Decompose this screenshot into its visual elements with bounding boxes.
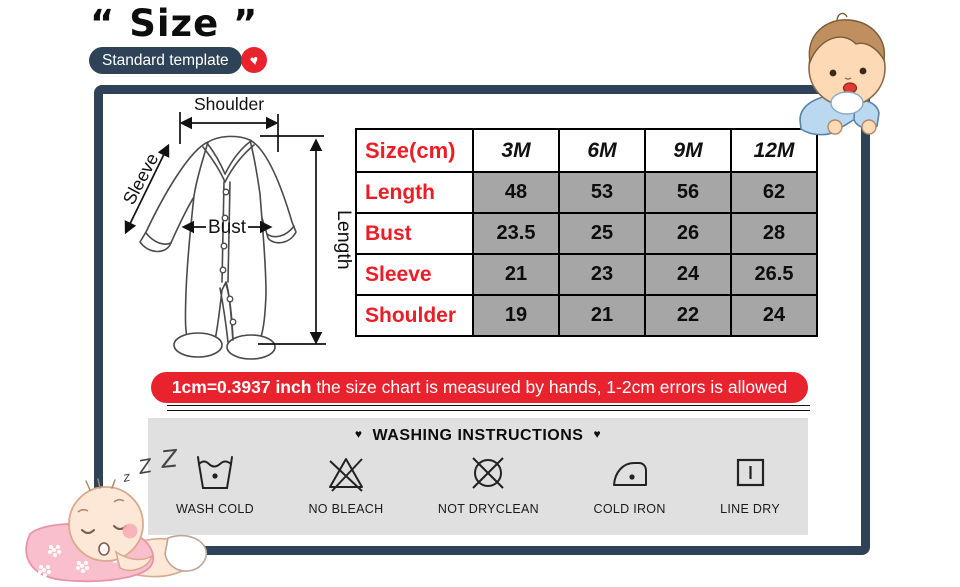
washing-instructions-panel — [148, 418, 808, 535]
table-cell: 24 — [645, 254, 731, 295]
heart-badge-icon — [241, 47, 267, 73]
table-row — [356, 213, 817, 254]
garment-measure-diagram — [110, 92, 355, 364]
no-bleach-item — [308, 451, 383, 516]
notice-text: the size chart is measured by hands, 1-2cm errors is allowed — [316, 377, 788, 397]
size-table-header-row — [356, 129, 817, 172]
table-cell: 22 — [645, 295, 731, 336]
page-title: “ Size ” — [90, 2, 259, 45]
table-row-label: Sleeve — [356, 254, 473, 295]
table-row-label: Bust — [356, 213, 473, 254]
sleeping-baby-illustration — [20, 438, 238, 587]
table-cell: 21 — [559, 295, 645, 336]
sleeping-baby-head — [69, 479, 143, 561]
wash-item-label: COLD IRON — [593, 502, 666, 516]
washing-title: ♥ WASHING INSTRUCTIONS ♥ — [354, 427, 602, 444]
table-cell: 21 — [473, 254, 559, 295]
sleep-z: z — [121, 469, 132, 486]
wash-item-label: WASH COLD — [176, 502, 254, 516]
heart-icon: ♥ — [593, 427, 602, 441]
wash-item-label: LINE DRY — [720, 502, 780, 516]
size-table — [355, 128, 818, 337]
table-cell: 24 — [731, 295, 817, 336]
table-cell: 48 — [473, 172, 559, 213]
table-header-cell: 3M — [473, 129, 559, 172]
table-header-cell: 12M — [731, 129, 817, 172]
sleep-z: Z — [159, 444, 179, 474]
table-cell: 62 — [731, 172, 817, 213]
standard-template-badge: Standard template — [89, 47, 242, 74]
crawling-baby-illustration — [797, 10, 899, 138]
sleeve-label: Sleeve — [118, 149, 163, 208]
wash-item-label: NOT DRYCLEAN — [437, 502, 539, 516]
wash-item-label: NO BLEACH — [308, 502, 384, 516]
table-header-cell: 6M — [559, 129, 645, 172]
cold-iron-icon — [607, 451, 653, 495]
cold-iron-item — [594, 451, 666, 516]
table-header-cell: Size(cm) — [356, 129, 473, 172]
table-cell: 25 — [559, 213, 645, 254]
bust-label: Bust — [207, 217, 247, 238]
line-dry-icon — [727, 451, 773, 495]
shoulder-label: Shoulder — [193, 94, 265, 114]
table-cell: 28 — [731, 213, 817, 254]
table-row-label: Shoulder — [356, 295, 473, 336]
table-cell: 19 — [473, 295, 559, 336]
table-cell: 26.5 — [731, 254, 817, 295]
table-cell: 23.5 — [473, 213, 559, 254]
line-dry-item — [720, 451, 780, 516]
sleep-z: Z — [137, 454, 154, 479]
table-cell: 23 — [559, 254, 645, 295]
heart-icon: ♥ — [354, 427, 363, 441]
table-row — [356, 295, 817, 336]
table-cell: 53 — [559, 172, 645, 213]
table-row — [356, 172, 817, 213]
not-dryclean-icon — [465, 451, 511, 495]
table-header-cell: 9M — [645, 129, 731, 172]
table-row-label: Length — [356, 172, 473, 213]
heart-icon: ♥ — [248, 51, 260, 69]
romper-outline — [140, 136, 296, 359]
notice-highlight: 1cm=0.3937 inch — [171, 377, 312, 397]
measurement-notice-banner — [151, 372, 808, 403]
length-label: Length — [333, 210, 355, 270]
no-bleach-icon — [323, 451, 369, 495]
table-cell: 26 — [645, 213, 731, 254]
table-cell: 56 — [645, 172, 731, 213]
double-divider-line — [167, 405, 810, 411]
table-row — [356, 254, 817, 295]
not-dryclean-item — [438, 451, 539, 516]
